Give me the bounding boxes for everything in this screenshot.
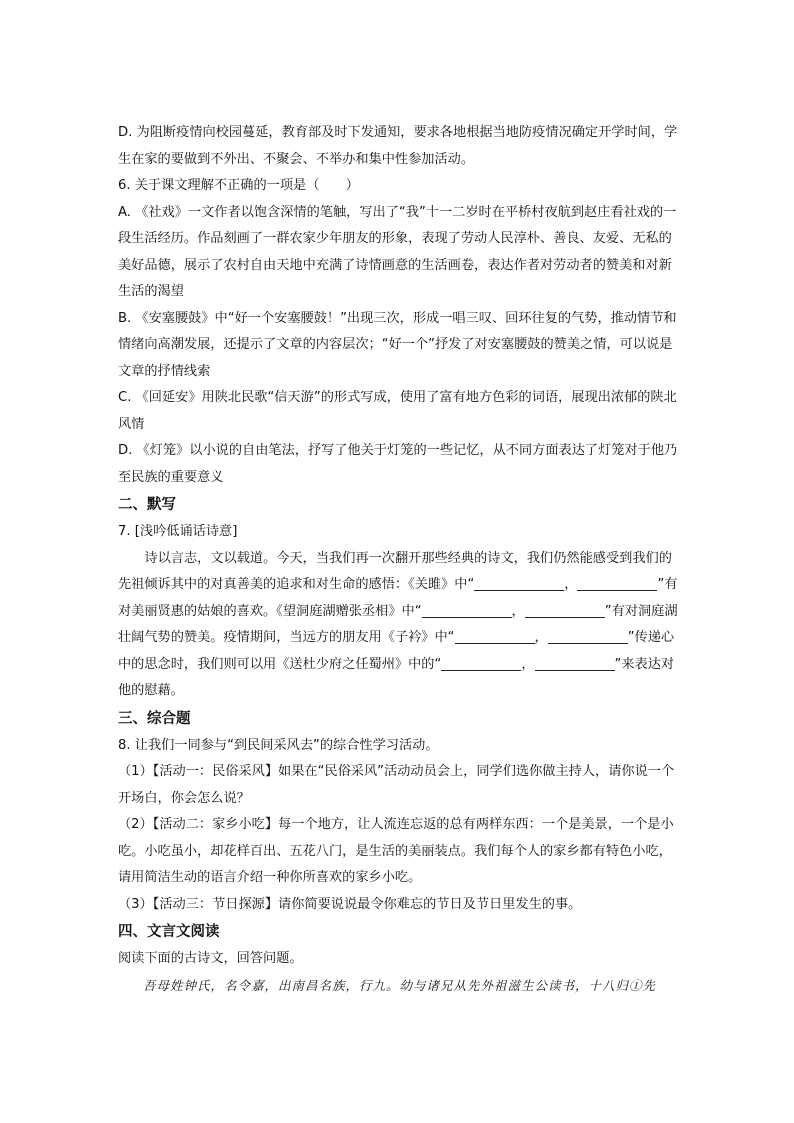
q6-option-c: C. 《回延安》用陕北民歌“信天游”的形式写成，使用了富有地方色彩的词语，展现出浓郁的陕北风情 — [118, 390, 677, 432]
answer-blank[interactable] — [474, 577, 564, 591]
q6-option-d: D. 《灯笼》以小说的自由笔法，抒写了他关于灯笼的一些记忆，从不同方面表达了灯笼对于他乃至民族的重要意义 — [118, 443, 678, 485]
section-heading-dictation: 二、默写 — [118, 497, 176, 513]
answer-blank[interactable] — [441, 656, 521, 670]
classical-passage: 吾母姓钟氏，名令嘉，出南昌名族，行九。幼与诸兄从先外祖滋生公读书，十八归①先 — [143, 977, 657, 993]
reading-intro: 阅读下面的古诗文，回答问题。 — [118, 951, 303, 966]
answer-blank[interactable] — [455, 630, 535, 644]
answer-blank[interactable] — [535, 656, 615, 670]
q6-option-a: A. 《社戏》一文作者以饱含深情的笔触，写出了“我”十一二岁时在平桥村夜航到赵庄看社戏的一段生活经历。作品刻画了一群农家少年朋友的形象，表现了劳动人民淳朴、善良、友爱、无私的美好品德，展示了农村自由天地中充满了诗情画意的生活画卷，表达作者对劳动者的赞美和对新生活的渴望 — [118, 204, 677, 299]
q7-text: ”有对洞庭湖壮阔气势的赞美。疫情期间，当远方的朋友用《子衿》中“ — [118, 603, 678, 645]
q7-text: ， — [521, 656, 535, 672]
q6-option-b: B. 《安塞腰鼓》中“好一个安塞腰鼓！”出现三次，形成一唱三叹、回环往复的气势，推动情节和情绪向高潮发展，还提示了文章的内容层次；“好一个”抒发了对安塞腰鼓的赞美之情，可以说是文章的抒情线索 — [118, 310, 677, 379]
q7-text: ”传递心中的思念时，我们则可以用《送杜少府之任蜀州》中的“ — [118, 630, 675, 672]
q7-text: ， — [564, 577, 578, 592]
q6-stem: 6. 关于课文理解不正确的一项是（ ） — [118, 178, 359, 193]
q7-text: 诗以言志，文以载道。今天，当我们再一次翻开那些经典的诗文，我们仍然能感受到我们的先祖倾诉其中的对真善美的追求和对生命的感悟：《关雎》中“ — [118, 550, 672, 592]
q7-title: 7. [浅吟低诵话诗意] — [118, 524, 238, 539]
answer-blank[interactable] — [525, 603, 605, 617]
q7-text: ， — [534, 630, 548, 645]
answer-blank[interactable] — [548, 630, 628, 644]
section-heading-classical-reading: 四、文言文阅读 — [118, 924, 220, 940]
q5-option-d: D. 为阻断疫情向校园蔓延，教育部及时下发通知，要求各地根据当地防疫情况确定开学时间，学生在家的要做到不外出、不聚会、不举办和集中性参加活动。 — [118, 125, 678, 167]
q8-item-2: （2）【活动二：家乡小吃】每一个地方，让人流连忘返的总有两样东西：一个是美景，一个是小吃。小吃虽小，却花样百出、五花八门，是生活的美丽装点。我们每个人的家乡都有特色小吃，请用简洁生动的语言介绍一种你所喜欢的家乡小吃。 — [118, 817, 674, 885]
q7-text: ， — [511, 603, 525, 619]
answer-blank[interactable] — [577, 577, 657, 591]
q8-item-3: （3）【活动三：节日探源】请你简要说说最令你难忘的节日及节日里发生的事。 — [118, 896, 582, 912]
q8-item-1: （1）【活动一：民俗采风】如果在“民俗采风”活动动员会上，同学们选你做主持人，请你说一个开场白，你会怎么说？ — [118, 764, 675, 806]
answer-blank[interactable] — [422, 603, 512, 617]
q7-text: ”有对美丽贤惠的姑娘的喜欢。《望洞庭湖赠张丞相》中“ — [118, 577, 678, 619]
q7-text: ”来表达对他的慰藉。 — [118, 656, 675, 698]
page-content — [118, 120, 678, 999]
q7-paragraph — [118, 546, 678, 705]
q8-stem: 8. 让我们一同参与“到民间采风去”的综合性学习活动。 — [118, 737, 439, 753]
section-heading-comprehensive: 三、综合题 — [118, 710, 191, 727]
